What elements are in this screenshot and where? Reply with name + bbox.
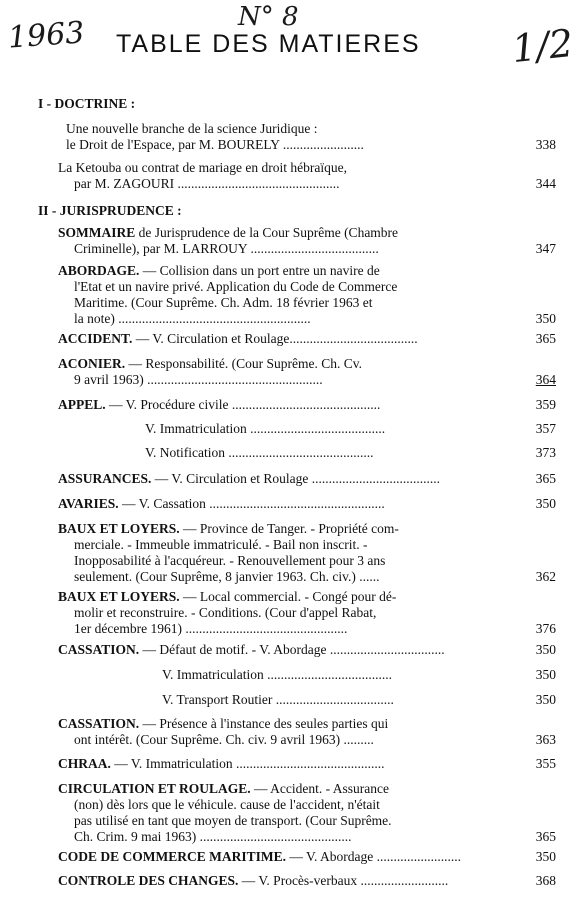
toc-entry: [58, 642, 556, 658]
page-number: 365: [522, 471, 556, 487]
page-number: 344: [522, 176, 556, 192]
section-heading-jurisprudence: II - JURISPRUDENCE :: [38, 203, 182, 218]
entry-line: Maritime. (Cour Suprême. Ch. Adm. 18 février 1963 et: [74, 295, 373, 311]
toc-entry: [145, 445, 556, 461]
entry-line: pas utilisé en tant que moyen de transport. (Cour Suprême.: [74, 813, 392, 829]
entry-heading: CASSATION.: [58, 716, 140, 731]
entry-heading: AVARIES.: [58, 496, 119, 511]
entry-line: Ch. Crim. 9 mai 1963) .............................................: [74, 829, 352, 845]
entry-heading: BAUX ET LOYERS.: [58, 521, 180, 536]
page-number: 350: [522, 642, 556, 658]
handwritten-issue-number: N° 8: [238, 2, 299, 32]
entry-line: Inopposabilité à l'acquéreur. - Renouvellement pour 3 ans: [74, 553, 386, 569]
toc-entry: [66, 121, 556, 153]
entry-line: 9 avril 1963) ....................................................: [74, 372, 323, 388]
entry-line: merciale. - Immeuble immatriculé. - Bail non inscrit. -: [74, 537, 368, 553]
entry-heading: BAUX ET LOYERS.: [58, 589, 180, 604]
entry-text: — Présence à l'instance des seules parties qui: [139, 716, 389, 731]
entry-heading: CHRAA.: [58, 756, 111, 771]
entry-text: — Collision dans un port entre un navire de: [139, 263, 380, 278]
toc-entry: [58, 263, 556, 327]
entry-text: — V. Circulation et Roulage......................................: [132, 331, 418, 346]
entry-line: seulement. (Cour Suprême, 8 janvier 1963. Ch. civ.) ......: [74, 569, 380, 585]
entry-text: — Local commercial. - Congé pour dé-: [179, 589, 397, 604]
toc-entry: [58, 716, 556, 748]
entry-line: Une nouvelle branche de la science Juridique :: [66, 121, 318, 136]
handwritten-year: 1963: [6, 15, 86, 56]
toc-entry: [145, 421, 556, 437]
toc-entry: [58, 397, 556, 413]
page-number: 376: [522, 621, 556, 637]
entry-line: le Droit de l'Espace, par M. BOURELY ........................: [66, 137, 364, 153]
entry-text: — V. Immatriculation ............................................: [110, 756, 385, 771]
entry-line: V. Immatriculation ........................................: [145, 421, 386, 436]
entry-line: l'Etat et un navire privé. Application du Code de Commerce: [74, 279, 398, 295]
entry-line: V. Transport Routier ...................................: [162, 692, 394, 707]
toc-entry: [58, 756, 556, 772]
toc-entry: [58, 496, 556, 512]
toc-entry: [162, 692, 556, 708]
entry-text: — Accident. - Assurance: [250, 781, 390, 796]
page-number: 350: [522, 667, 556, 683]
entry-text: — V. Circulation et Roulage ......................................: [151, 471, 441, 486]
toc-entry: [58, 356, 556, 388]
entry-line: 1er décembre 1961) ................................................: [74, 621, 348, 637]
entry-text: de Jurisprudence de la Cour Suprême (Chambre: [135, 225, 399, 240]
toc-entry: [58, 781, 556, 845]
entry-text: — V. Procès-verbaux ..........................: [238, 873, 449, 888]
toc-entry: [58, 331, 556, 347]
entry-line: ont intérêt. (Cour Suprême. Ch. civ. 9 avril 1963) .........: [74, 732, 374, 748]
entry-text: — V. Procédure civile ............................................: [105, 397, 381, 412]
entry-heading: ACONIER.: [58, 356, 126, 371]
page-number: 350: [522, 311, 556, 327]
page-number: 373: [522, 445, 556, 461]
page-number: 350: [522, 849, 556, 865]
page-number: 357: [522, 421, 556, 437]
page-number: 364: [522, 372, 556, 388]
page-number: 362: [522, 569, 556, 585]
page-title: TABLE DES MATIERES: [116, 30, 421, 58]
entry-line: molir et reconstruire. - Conditions. (Cour d'appel Rabat,: [74, 605, 377, 621]
entry-text: — Province de Tanger. - Propriété com-: [179, 521, 399, 536]
toc-entry: [58, 849, 556, 865]
entry-heading: ASSURANCES.: [58, 471, 152, 486]
page-number: 355: [522, 756, 556, 772]
toc-entry: [58, 873, 556, 889]
section-heading-doctrine: I - DOCTRINE :: [38, 96, 136, 111]
entry-line: La Ketouba ou contrat de mariage en droit hébraïque,: [58, 160, 348, 175]
page-number: 350: [522, 692, 556, 708]
page-number: 359: [522, 397, 556, 413]
page-number: 338: [522, 137, 556, 153]
entry-line: par M. ZAGOURI ................................................: [74, 176, 340, 192]
entry-heading: CIRCULATION ET ROULAGE.: [58, 781, 251, 796]
toc-entry: [58, 589, 556, 637]
handwritten-fraction: 1/2: [509, 20, 576, 72]
entry-line: la note) .........................................................: [74, 311, 311, 327]
page-number: 350: [522, 496, 556, 512]
entry-heading: CASSATION.: [58, 642, 140, 657]
entry-heading: CODE DE COMMERCE MARITIME.: [58, 849, 286, 864]
entry-heading: ACCIDENT.: [58, 331, 133, 346]
entry-text: — V. Abordage .........................: [286, 849, 461, 864]
toc-entry: [58, 225, 556, 257]
entry-line: V. Notification ...........................................: [145, 445, 374, 460]
toc-entry: [58, 160, 556, 192]
page-number: 347: [522, 241, 556, 257]
entry-line: (non) dès lors que le véhicule. cause de l'accident, n'était: [74, 797, 380, 813]
entry-heading: CONTROLE DES CHANGES.: [58, 873, 239, 888]
page-number: 365: [522, 829, 556, 845]
entry-heading: ABORDAGE.: [58, 263, 140, 278]
toc-entry: [58, 471, 556, 487]
entry-heading: APPEL.: [58, 397, 106, 412]
page-number: 368: [522, 873, 556, 889]
entry-text: — V. Cassation ....................................................: [118, 496, 385, 511]
toc-entry: [162, 667, 556, 683]
toc-entry: [58, 521, 556, 585]
entry-heading: SOMMAIRE: [58, 225, 136, 240]
entry-line: V. Immatriculation .....................................: [162, 667, 392, 682]
page-number: 363: [522, 732, 556, 748]
entry-line: Criminelle), par M. LARROUY ......................................: [74, 241, 379, 257]
page-number: 365: [522, 331, 556, 347]
entry-text: — Défaut de motif. - V. Abordage ..................................: [139, 642, 445, 657]
entry-text: — Responsabilité. (Cour Suprême. Ch. Cv.: [125, 356, 362, 371]
